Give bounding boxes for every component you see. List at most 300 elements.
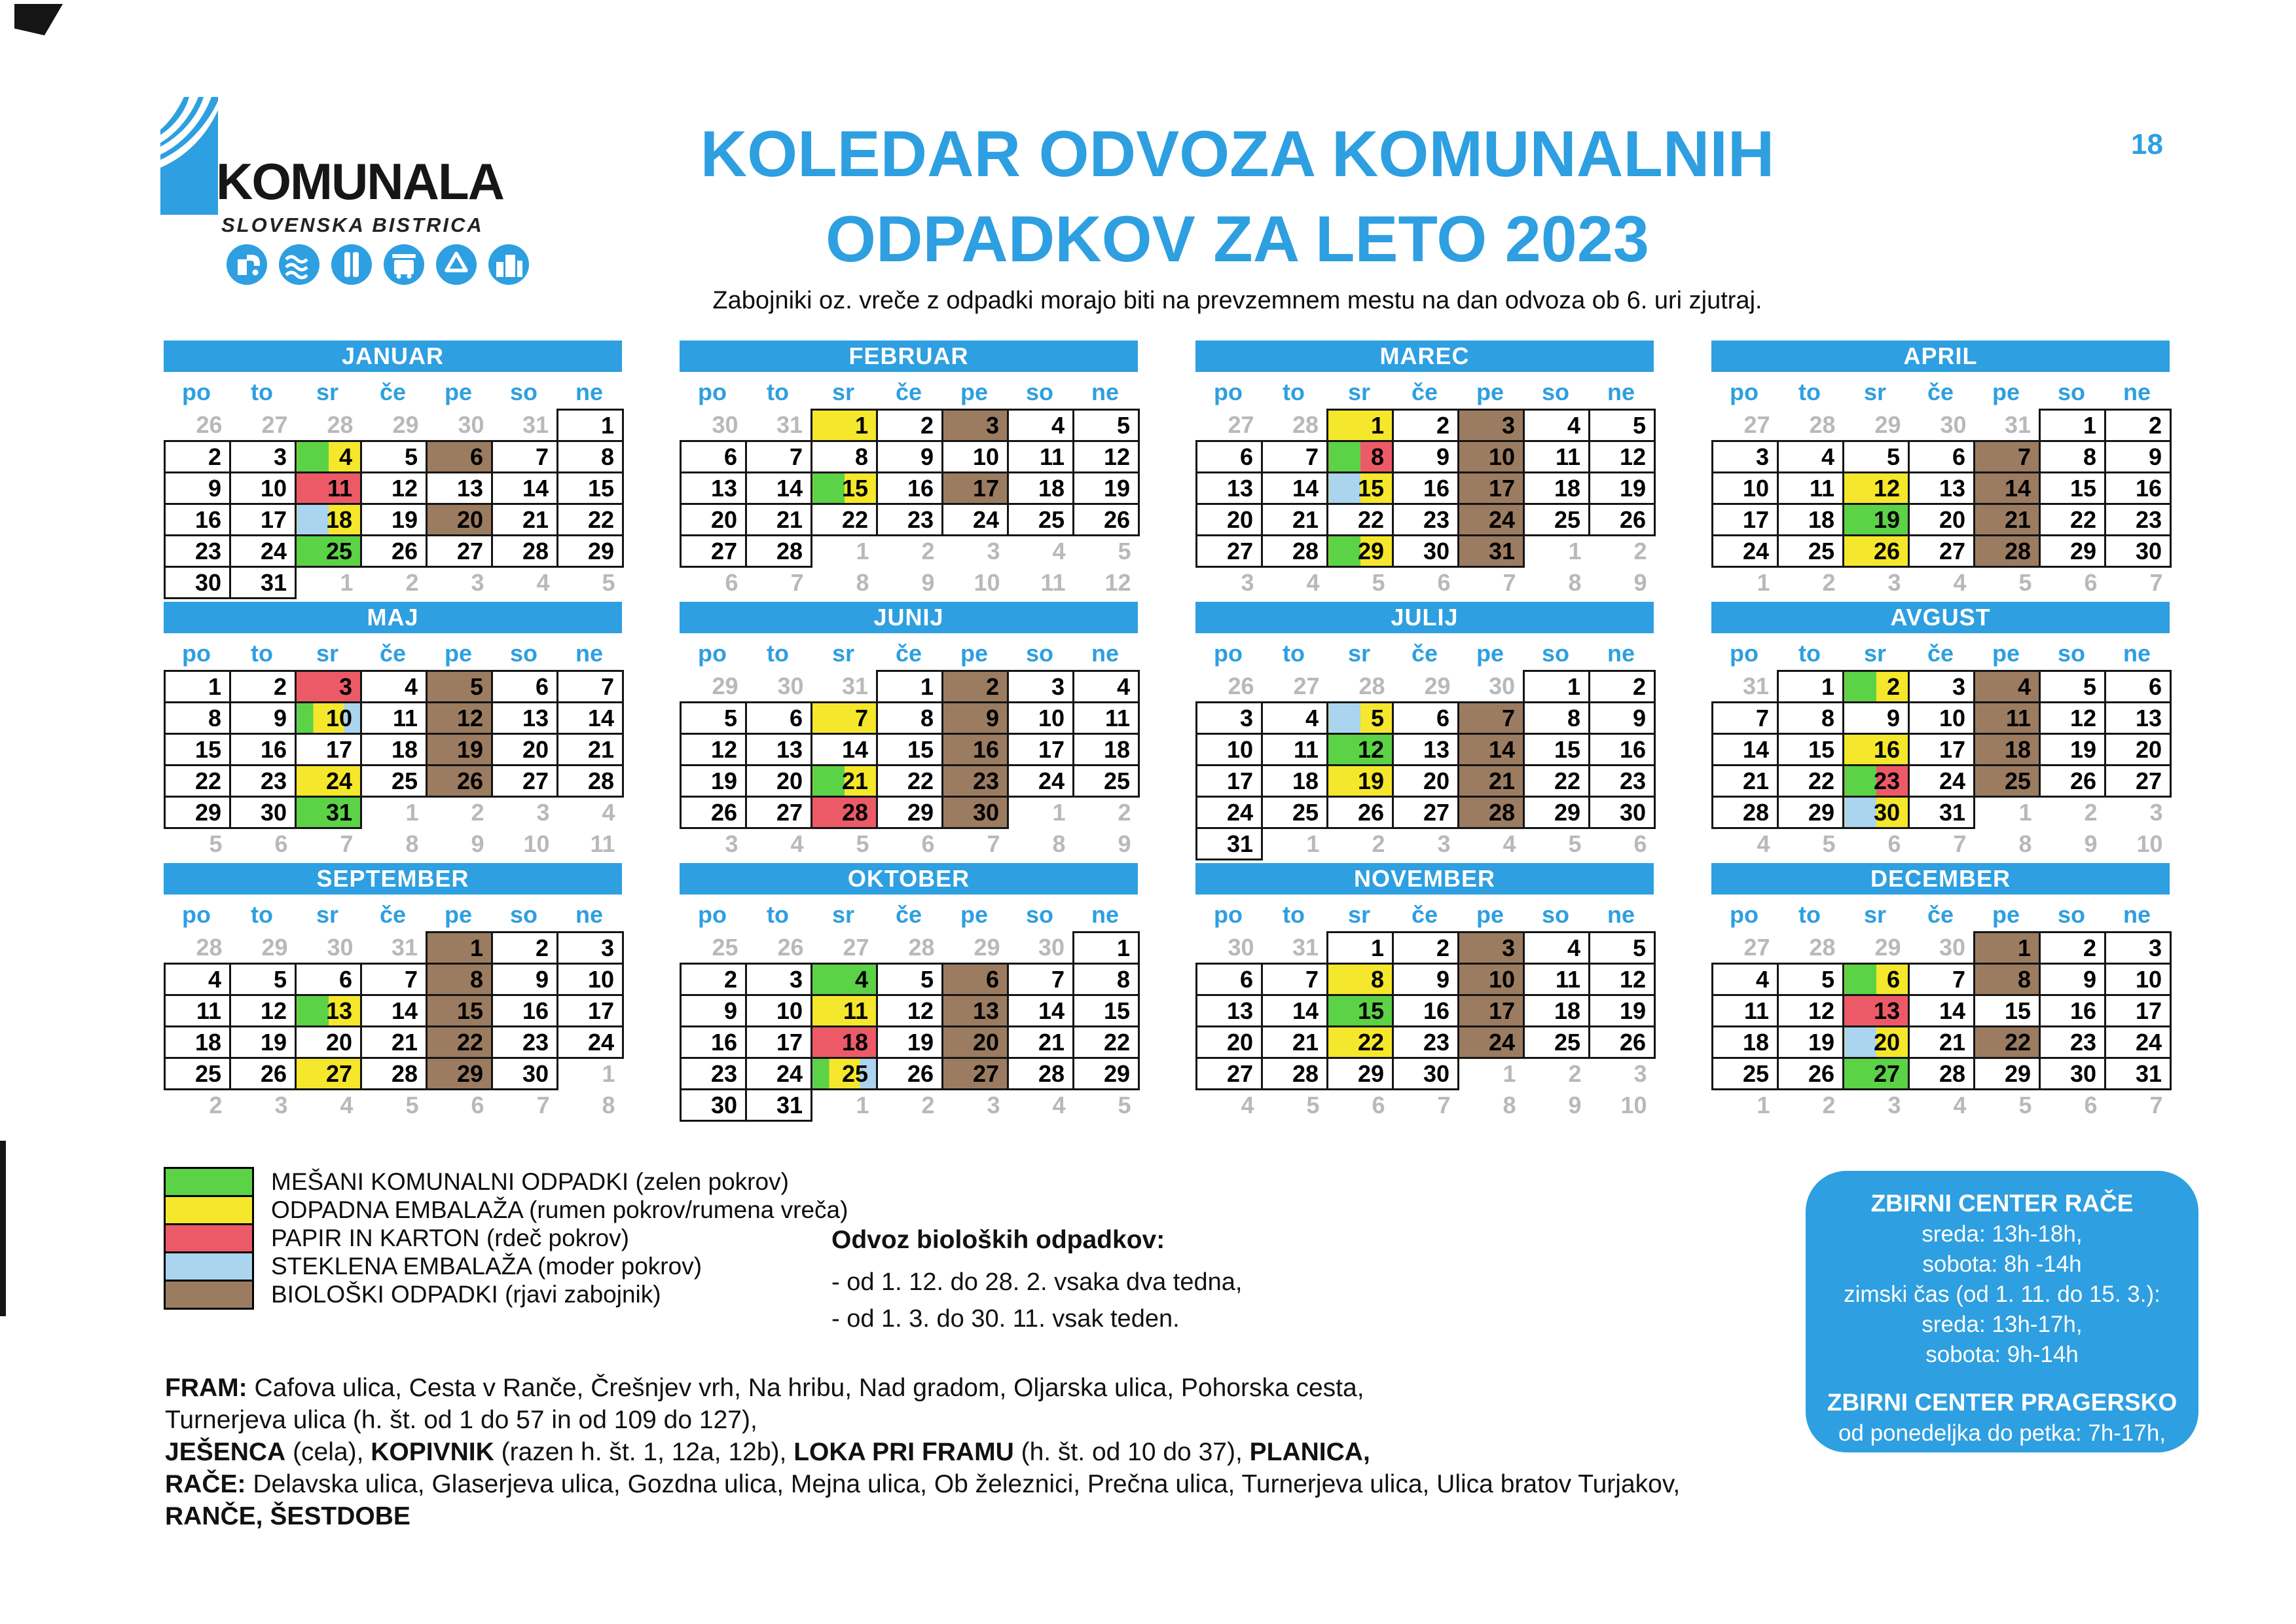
day-cell: 10 <box>230 473 296 504</box>
day-cell: 4 <box>1953 569 1967 597</box>
day-cell: 3 <box>1713 441 1778 473</box>
day-cell-collection: 20 <box>427 504 492 536</box>
weekday-label: sr <box>1863 640 1887 667</box>
day-cell: 23 <box>492 1027 558 1058</box>
day-cell: 31 <box>2004 411 2031 438</box>
weekday-label: ne <box>2123 378 2151 405</box>
weekday-label: po <box>1730 640 1758 667</box>
day-cell: 6 <box>471 1092 484 1119</box>
month-day-grid <box>680 670 1140 860</box>
day-cell-collection: 23 <box>1844 766 1909 797</box>
day-cell: 2 <box>492 932 558 964</box>
month-day-grid <box>1711 409 2172 599</box>
day-cell-collection: 21 <box>1459 766 1524 797</box>
week-row <box>1713 671 2171 703</box>
day-cell: 25 <box>1008 504 1074 536</box>
day-cell: 26 <box>230 1058 296 1090</box>
day-cell: 16 <box>1590 734 1655 766</box>
day-cell: 5 <box>1074 410 1139 441</box>
day-cell-collection: 13 <box>943 995 1008 1027</box>
day-cell: 15 <box>1074 995 1139 1027</box>
day-cell: 13 <box>1197 473 1262 504</box>
day-cell-collection: 20 <box>943 1027 1008 1058</box>
day-cell: 1 <box>1757 1092 1770 1119</box>
day-cell: 18 <box>1074 734 1139 766</box>
day-cell: 5 <box>230 964 296 995</box>
day-cell-collection: 29 <box>427 1058 492 1090</box>
day-cell: 15 <box>1524 734 1590 766</box>
day-cell: 29 <box>712 672 738 699</box>
day-cell: 10 <box>746 995 812 1027</box>
day-cell-collection: 4 <box>1975 671 2040 703</box>
day-cell-collection: 24 <box>1459 1027 1524 1058</box>
day-cell: 2 <box>921 538 935 565</box>
day-cell: 28 <box>1262 536 1328 567</box>
day-cell: 31 <box>2105 1058 2171 1090</box>
day-cell: 12 <box>230 995 296 1027</box>
day-cell: 5 <box>2018 569 2032 597</box>
day-cell: 4 <box>1262 703 1328 734</box>
day-cell-collection: 26 <box>1844 536 1909 567</box>
month-day-grid <box>680 409 1140 599</box>
day-cell: 20 <box>1909 504 1975 536</box>
weekday-label: so <box>2057 901 2085 928</box>
day-cell: 2 <box>1590 671 1655 703</box>
day-cell: 1 <box>1503 1060 1516 1088</box>
day-cell: 27 <box>1743 411 1770 438</box>
day-cell: 4 <box>1757 830 1770 858</box>
day-cell-collection: 3 <box>1459 410 1524 441</box>
day-cell: 4 <box>1052 538 1066 565</box>
weekday-label: pe <box>1992 640 2020 667</box>
day-cell: 22 <box>1074 1027 1139 1058</box>
day-cell: 24 <box>558 1027 623 1058</box>
day-cell: 2 <box>1393 410 1459 441</box>
day-cell: 21 <box>492 504 558 536</box>
weekday-label: če <box>895 378 922 405</box>
day-cell: 15 <box>877 734 943 766</box>
day-cell: 29 <box>261 933 288 961</box>
day-cell-collection: 10 <box>1459 964 1524 995</box>
day-cell: 1 <box>1074 932 1139 964</box>
day-cell: 29 <box>1328 1058 1393 1090</box>
day-cell: 15 <box>1975 995 2040 1027</box>
week-row <box>681 1027 1139 1058</box>
day-cell: 6 <box>492 671 558 703</box>
day-cell: 8 <box>558 441 623 473</box>
day-cell: 26 <box>877 1058 943 1090</box>
center-hours-line: sreda: 13h-17h, <box>1922 1312 2083 1337</box>
day-cell: 22 <box>1328 504 1393 536</box>
month-title: SEPTEMBER <box>164 863 622 895</box>
service-area-line <box>165 1500 1736 1532</box>
day-cell: 29 <box>1074 1058 1139 1090</box>
faucet-icon <box>226 244 268 289</box>
day-cell-collection: 27 <box>1844 1058 1909 1090</box>
day-cell: 10 <box>2136 830 2163 857</box>
day-cell: 29 <box>1778 797 1844 828</box>
day-cell-collection: 19 <box>1844 504 1909 536</box>
center-hours-line: sreda: 13h-18h, <box>1922 1221 2083 1247</box>
weekday-label: po <box>698 901 727 928</box>
day-cell: 1 <box>2040 410 2105 441</box>
day-cell: 27 <box>1393 797 1459 828</box>
day-cell: 9 <box>1590 703 1655 734</box>
day-cell: 21 <box>746 504 812 536</box>
day-cell: 3 <box>725 830 738 858</box>
day-cell: 11 <box>1262 734 1328 766</box>
day-cell: 23 <box>2105 504 2171 536</box>
day-cell-collection: 10 <box>296 703 361 734</box>
area-name-bold: RAČE: <box>165 1470 246 1498</box>
day-cell-collection: 7 <box>1459 703 1524 734</box>
day-cell: 30 <box>492 1058 558 1090</box>
legend-label: STEKLENA EMBALAŽA (moder pokrov) <box>271 1253 702 1280</box>
day-cell: 23 <box>681 1058 746 1090</box>
month-title: MAJ <box>164 602 622 633</box>
week-row <box>1197 734 1655 766</box>
day-cell: 13 <box>492 703 558 734</box>
day-cell: 9 <box>492 964 558 995</box>
weekday-label: pe <box>444 640 472 667</box>
day-cell: 31 <box>1292 933 1319 961</box>
weekday-label: ne <box>1607 378 1635 405</box>
weekday-label: ne <box>575 901 603 928</box>
day-cell: 30 <box>777 672 804 699</box>
day-cell: 6 <box>1372 1092 1385 1119</box>
week-row <box>1713 703 2171 734</box>
day-cell: 19 <box>877 1027 943 1058</box>
weekday-label: če <box>379 901 407 928</box>
day-cell: 16 <box>2040 995 2105 1027</box>
day-cell: 4 <box>1306 569 1320 597</box>
week-row <box>681 964 1139 995</box>
weekday-label: so <box>509 640 538 667</box>
day-cell: 28 <box>1292 411 1319 438</box>
weekday-label: po <box>1214 378 1243 405</box>
day-cell: 27 <box>492 766 558 797</box>
weekday-label: to <box>251 901 273 928</box>
weekday-label: to <box>1283 640 1305 667</box>
week-row <box>1197 1090 1655 1121</box>
week-row <box>165 504 623 536</box>
day-cell: 2 <box>921 1092 935 1119</box>
day-cell: 2 <box>165 441 230 473</box>
day-cell: 21 <box>1713 766 1778 797</box>
day-cell: 27 <box>746 797 812 828</box>
day-cell: 2 <box>1822 1092 1836 1119</box>
day-cell: 6 <box>921 830 935 858</box>
day-cell: 30 <box>1488 672 1515 699</box>
day-cell: 15 <box>558 473 623 504</box>
day-cell-collection: 6 <box>943 964 1008 995</box>
day-cell: 19 <box>1778 1027 1844 1058</box>
weekday-label: če <box>1927 901 1954 928</box>
day-cell: 25 <box>1074 766 1139 797</box>
area-name-bold: KOPIVNIK <box>371 1438 494 1466</box>
day-cell: 26 <box>1228 672 1254 699</box>
day-cell: 30 <box>1939 933 1965 961</box>
day-cell: 27 <box>2105 766 2171 797</box>
day-cell-collection: 20 <box>1844 1027 1909 1058</box>
weekday-header <box>1195 637 1654 670</box>
month-november <box>1195 863 1654 1122</box>
page-title-line1: KOLEDAR ODVOZA KOMUNALNIH <box>700 117 1775 190</box>
month-day-grid <box>1711 931 2172 1121</box>
day-cell: 4 <box>1778 441 1844 473</box>
weekday-label: so <box>1541 378 1569 405</box>
day-cell: 7 <box>1713 703 1778 734</box>
legend-item-brown <box>164 1280 848 1310</box>
day-cell-collection: 22 <box>427 1027 492 1058</box>
weekday-label: pe <box>1476 640 1504 667</box>
day-cell: 29 <box>1524 797 1590 828</box>
day-cell: 9 <box>1118 830 1131 857</box>
day-cell: 20 <box>1197 1027 1262 1058</box>
day-cell: 18 <box>1713 1027 1778 1058</box>
komunala-wave-logo-icon <box>160 97 218 218</box>
week-row <box>165 441 623 473</box>
page-number: 18 <box>2131 128 2163 160</box>
day-cell: 28 <box>361 1058 427 1090</box>
day-cell: 28 <box>1809 933 1836 961</box>
day-cell: 6 <box>2084 1092 2098 1119</box>
day-cell: 28 <box>492 536 558 567</box>
day-cell: 2 <box>1118 799 1131 826</box>
month-day-grid <box>1195 931 1656 1121</box>
day-cell-collection: 19 <box>1328 766 1393 797</box>
weekday-label: to <box>1283 378 1305 405</box>
day-cell-collection: 7 <box>1975 441 2040 473</box>
month-title: MAREC <box>1195 341 1654 372</box>
weekday-label: sr <box>831 901 855 928</box>
center-hours-line: sobota: 8h -14h <box>1922 1251 2082 1277</box>
day-cell: 3 <box>230 441 296 473</box>
week-row <box>1713 964 2171 995</box>
day-cell: 2 <box>1372 830 1385 858</box>
day-cell: 9 <box>1393 964 1459 995</box>
utility-icons-row <box>226 244 530 289</box>
logo-subtitle: SLOVENSKA BISTRICA <box>221 213 484 236</box>
week-row <box>681 473 1139 504</box>
day-cell-collection: 25 <box>812 1058 877 1090</box>
week-row <box>1713 995 2171 1027</box>
week-row <box>165 932 623 964</box>
day-cell: 7 <box>536 1092 550 1119</box>
day-cell: 19 <box>230 1027 296 1058</box>
legend-item-yellow <box>164 1195 848 1225</box>
weekday-label: po <box>698 378 727 405</box>
day-cell: 1 <box>2018 799 2032 826</box>
day-cell: 28 <box>1262 1058 1328 1090</box>
day-cell: 19 <box>1590 995 1655 1027</box>
day-cell: 29 <box>1874 411 1901 438</box>
month-title: JULIJ <box>1195 602 1654 633</box>
day-cell: 7 <box>1437 1092 1451 1119</box>
weekday-header <box>1195 376 1654 409</box>
day-cell: 26 <box>1328 797 1393 828</box>
day-cell: 31 <box>746 1090 812 1121</box>
day-cell-collection: 18 <box>812 1027 877 1058</box>
week-row <box>1713 1090 2171 1121</box>
day-cell: 1 <box>1524 671 1590 703</box>
day-cell-collection: 25 <box>296 536 361 567</box>
months-grid <box>164 341 2170 1122</box>
day-cell: 24 <box>1197 797 1262 828</box>
day-cell: 3 <box>274 1092 288 1119</box>
weekday-label: če <box>1927 640 1954 667</box>
month-april <box>1711 341 2170 599</box>
legend-swatch-red <box>164 1223 254 1253</box>
weekday-label: če <box>1411 901 1438 928</box>
day-cell: 4 <box>1713 964 1778 995</box>
week-row <box>1713 828 2171 860</box>
day-cell: 3 <box>2105 932 2171 964</box>
week-row <box>1197 995 1655 1027</box>
day-cell: 26 <box>1590 504 1655 536</box>
legend-label: PAPIR IN KARTON (rdeč pokrov) <box>271 1225 629 1251</box>
day-cell: 4 <box>340 1092 354 1119</box>
week-row <box>681 1058 1139 1090</box>
day-cell: 2 <box>1822 569 1836 597</box>
day-cell: 22 <box>1524 766 1590 797</box>
day-cell: 22 <box>1778 766 1844 797</box>
day-cell: 14 <box>1713 734 1778 766</box>
day-cell: 8 <box>1074 964 1139 995</box>
day-cell-collection: 11 <box>812 995 877 1027</box>
month-day-grid <box>1195 670 1656 860</box>
day-cell-collection: 15 <box>812 473 877 504</box>
week-row <box>1713 567 2171 599</box>
day-cell: 4 <box>165 964 230 995</box>
day-cell: 3 <box>1909 671 1975 703</box>
day-cell: 6 <box>1909 441 1975 473</box>
day-cell: 29 <box>877 797 943 828</box>
weekday-header <box>680 376 1138 409</box>
day-cell: 20 <box>296 1027 361 1058</box>
week-row <box>165 828 623 860</box>
day-cell: 4 <box>536 569 550 597</box>
day-cell: 8 <box>812 441 877 473</box>
week-row <box>1197 1058 1655 1090</box>
service-areas-text <box>165 1372 1736 1532</box>
day-cell: 7 <box>2149 1092 2163 1119</box>
weekday-label: po <box>1730 378 1758 405</box>
day-cell: 8 <box>856 568 869 596</box>
day-cell-collection: 3 <box>296 671 361 703</box>
day-cell: 13 <box>1197 995 1262 1027</box>
day-cell: 10 <box>974 568 1000 596</box>
weekday-label: ne <box>1607 640 1635 667</box>
day-cell: 24 <box>230 536 296 567</box>
month-day-grid <box>164 670 624 860</box>
weekday-label: sr <box>1863 901 1887 928</box>
day-cell: 4 <box>1503 830 1516 858</box>
day-cell: 26 <box>777 933 804 961</box>
day-cell: 31 <box>1742 672 1769 699</box>
day-cell-collection: 4 <box>296 441 361 473</box>
day-cell: 4 <box>1953 1092 1967 1119</box>
buildings-icon <box>488 244 530 289</box>
day-cell: 10 <box>1197 734 1262 766</box>
weekday-label: ne <box>2123 640 2151 667</box>
center-hours-line: zimski čas (od 1. 11. do 15. 3.): <box>1844 1282 2160 1307</box>
day-cell-collection: 17 <box>1459 995 1524 1027</box>
bio-waste-line: - od 1. 3. do 30. 11. vsak teden. <box>831 1305 1180 1333</box>
recycling-icon <box>435 244 477 289</box>
day-cell: 7 <box>746 441 812 473</box>
day-cell: 19 <box>361 504 427 536</box>
day-cell: 5 <box>361 441 427 473</box>
day-cell: 1 <box>1778 671 1844 703</box>
day-cell: 12 <box>1074 441 1139 473</box>
weekday-label: pe <box>1476 378 1504 405</box>
month-title: DECEMBER <box>1711 863 2170 895</box>
day-cell: 30 <box>1590 797 1655 828</box>
week-row <box>1197 504 1655 536</box>
day-cell: 27 <box>427 536 492 567</box>
day-cell: 12 <box>1590 441 1655 473</box>
month-september <box>164 863 622 1122</box>
day-cell-collection: 2 <box>943 671 1008 703</box>
legend-swatch-lightblue <box>164 1251 254 1282</box>
day-cell: 9 <box>2040 964 2105 995</box>
weekday-label: če <box>1411 640 1438 667</box>
day-cell: 7 <box>492 441 558 473</box>
day-cell: 30 <box>327 933 354 961</box>
day-cell: 17 <box>1713 504 1778 536</box>
week-row <box>681 766 1139 797</box>
weekday-label: pe <box>960 378 988 405</box>
day-cell: 11 <box>1524 964 1590 995</box>
day-cell: 7 <box>2149 569 2163 597</box>
day-cell: 1 <box>340 569 354 597</box>
day-cell: 13 <box>1393 734 1459 766</box>
day-cell: 21 <box>361 1027 427 1058</box>
scan-artifact-corner <box>14 4 63 35</box>
day-cell: 6 <box>725 569 738 597</box>
day-cell: 28 <box>1358 672 1385 699</box>
day-cell: 4 <box>1524 932 1590 964</box>
month-marec <box>1195 341 1654 599</box>
week-row <box>165 797 623 828</box>
week-row <box>1197 410 1655 441</box>
week-row <box>681 797 1139 828</box>
month-title: JUNIJ <box>680 602 1138 633</box>
day-cell: 11 <box>1040 568 1066 596</box>
day-cell: 28 <box>1909 1058 1975 1090</box>
service-area-line <box>165 1436 1736 1468</box>
week-row <box>681 504 1139 536</box>
day-cell: 29 <box>558 536 623 567</box>
day-cell: 30 <box>712 411 738 438</box>
weekday-label: sr <box>1347 640 1371 667</box>
month-title: JANUAR <box>164 341 622 372</box>
day-cell: 14 <box>1909 995 1975 1027</box>
day-cell: 1 <box>602 1060 615 1088</box>
weekday-header <box>1711 376 2170 409</box>
day-cell: 24 <box>943 504 1008 536</box>
week-row <box>1197 567 1655 599</box>
day-cell: 7 <box>790 569 804 597</box>
legend-label: MEŠANI KOMUNALNI ODPADKI (zelen pokrov) <box>271 1168 789 1195</box>
day-cell: 29 <box>392 411 419 438</box>
month-december <box>1711 863 2170 1122</box>
weekday-label: če <box>1411 378 1438 405</box>
month-day-grid <box>680 931 1140 1122</box>
day-cell: 2 <box>681 964 746 995</box>
day-cell: 17 <box>230 504 296 536</box>
